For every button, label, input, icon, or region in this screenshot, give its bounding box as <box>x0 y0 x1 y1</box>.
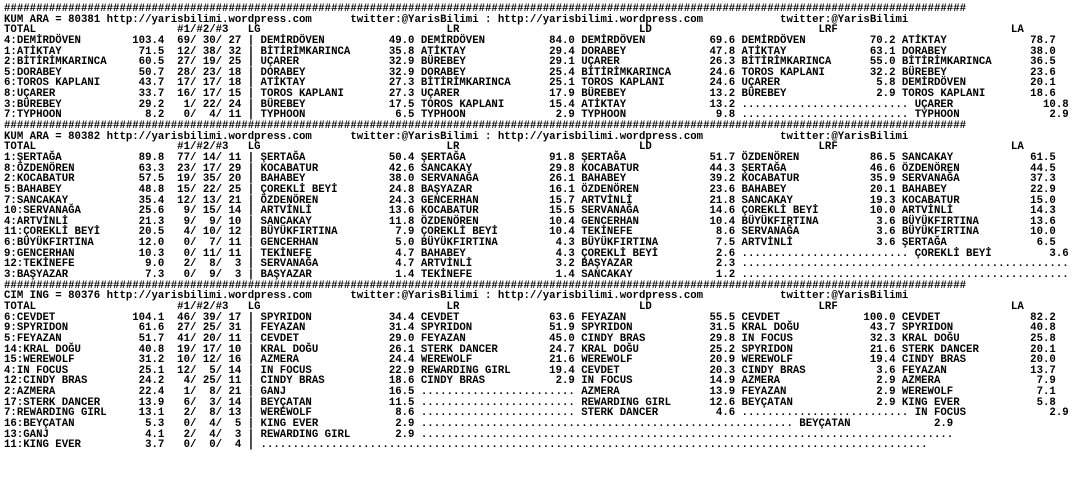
result-row: 11:ÇOREKLİ BEYİ 20.5 4/ 10/ 12 | BÜYÜKFIRTINA 7.9 ÇOREKLİ BEYİ 10.4 TEKİNEFE 8.6 SERVANAĞA 3.6 BÜYÜKFIRTINA 10.0 <box>4 226 1056 239</box>
result-row: 2:AZMERA 22.4 1/ 8/ 21 | GANJ 16.5 ........................ AZMERA 13.9 FEYAZAN 2.9 WEREWOLF 7.1 <box>4 386 1056 399</box>
result-row: 2:KOCABATUR 57.5 19/ 35/ 20 | BAHABEY 38.0 SERVANAĞA 26.1 BAHABEY 39.2 KOCABATUR 35.9 SERVANAĞA 37.3 <box>4 173 1056 186</box>
result-row: 14:KRAL DOĞU 40.8 19/ 17/ 10 | KRAL DOĞU 26.1 STERK DANCER 24.7 KRAL DOĞU 25.2 SPYRIDON 21.6 STERK DANCER 20.1 <box>4 343 1056 356</box>
result-row: 17:STERK DANCER 13.9 6/ 3/ 14 | BEYÇATAN 11.5 ........................ REWARDING GIRL 12.6 BEYÇATAN 2.9 KING EVER 5.8 <box>4 396 1056 409</box>
race-header-line: CIM ING = 80376 http://yarisbilimi.wordpress.com twitter:@YarisBilimi : http://yarisbilimi.wordpress.com twitter:@YarisBilimi <box>4 290 909 303</box>
result-row: 8:ÖZDENÖREN 63.3 23/ 17/ 29 | KOCABATUR 42.6 SANCAKAY 29.8 KOCABATUR 44.3 ŞERTAĞA 46.6 ÖZDENÖREN 44.5 <box>4 162 1056 175</box>
race-header-line: KUM ARA = 80381 http://yarisbilimi.wordpress.com twitter:@YarisBilimi : http://yarisbilimi.wordpress.com twitter:@YarisBilimi <box>4 13 909 26</box>
result-row: 5:FEYAZAN 51.7 41/ 20/ 11 | CEVDET 29.0 FEYAZAN 45.0 CINDY BRAS 29.8 IN FOCUS 32.3 KRAL DOĞU 25.8 <box>4 332 1056 345</box>
result-row: 15:WEREWOLF 31.2 10/ 12/ 16 | AZMERA 24.4 WEREWOLF 21.6 WEREWOLF 20.9 WEREWOLF 19.4 CINDY BRAS 20.0 <box>4 354 1056 367</box>
result-row: 13:GANJ 4.1 2/ 4/ 3 | REWARDING GIRL 2.9 ................................................................................... <box>4 428 954 441</box>
result-row: 6:CEVDET 104.1 46/ 39/ 17 | SPYRIDON 34.4 CEVDET 63.6 FEYAZAN 55.5 CEVDET 100.0 CEVDET 82.2 <box>4 311 1056 324</box>
result-row: 9:GENCERHAN 10.3 0/ 11/ 11 | TEKİNEFE 4.7 BAHABEY 4.3 ÇOREKLİ BEYİ 2.6 .......................... ÇOREKLİ BEYİ 3.6 <box>4 247 1069 260</box>
result-row: 3:BÜREBEY 29.2 1/ 22/ 24 | BÜREBEY 17.5 TOROS KAPLANI 15.4 ATİKTAY 13.2 .......................... UÇARER 10.8 <box>4 98 1069 111</box>
result-row: 9:SPYRIDON 61.6 27/ 25/ 31 | FEYAZAN 31.4 SPYRIDON 51.9 SPYRIDON 31.5 KRAL DOĞU 43.7 SPYRIDON 40.8 <box>4 322 1056 335</box>
result-row: 7:REWARDING GIRL 13.1 2/ 8/ 13 | WEREWOLF 8.6 ........................ STERK DANCER 4.6 .......................... IN FOCUS 2.9 <box>4 407 1069 420</box>
result-row: 10:SERVANAĞA 25.6 9/ 15/ 14 | ARTVİNLİ 13.6 KOCABATUR 15.5 SERVANAĞA 14.6 ÇOREKLİ BEYİ 10.0 ARTVİNLİ 14.3 <box>4 205 1056 218</box>
separator-line: ###################################################################################################################################################### <box>4 3 967 15</box>
result-row: 12:CINDY BRAS 24.2 4/ 25/ 11 | CINDY BRAS 18.6 CINDY BRAS 2.9 IN FOCUS 14.9 AZMERA 2.9 AZMERA 7.9 <box>4 375 1056 388</box>
result-row: 8:UÇARER 33.7 16/ 17/ 15 | TOROS KAPLANI 27.3 UÇARER 17.9 BÜREBEY 13.2 BÜREBEY 2.9 TOROS KAPLANI 18.6 <box>4 88 1056 101</box>
result-row: 5:BAHABEY 48.8 15/ 22/ 25 | ÇOREKLİ BEYİ 24.8 BAŞYAZAR 16.1 ÖZDENÖREN 23.6 BAHABEY 20.1 BAHABEY 22.9 <box>4 183 1056 196</box>
result-row: 4:DEMİRDÖVEN 103.4 69/ 30/ 27 | DEMİRDÖVEN 49.0 DEMİRDÖVEN 84.0 DEMİRDÖVEN 69.6 DEMİRDÖVEN 70.2 ATİKTAY 78.7 <box>4 34 1056 47</box>
result-row: 7:TYPHOON 8.2 0/ 4/ 11 | TYPHOON 6.5 TYPHOON 2.9 TYPHOON 9.8 .......................... TYPHOON 2.9 <box>4 109 1069 122</box>
result-row: 2:BİTİRİMKARINCA 60.5 27/ 19/ 25 | UÇARER 32.9 BÜREBEY 29.1 UÇARER 26.3 BİTİRİMKARINCA 55.0 BİTİRİMKARINCA 36.5 <box>4 56 1056 69</box>
result-row: 1:ATİKTAY 71.5 12/ 38/ 32 | BİTİRİMKARINCA 35.8 ATİKTAY 29.4 DORABEY 47.8 ATİKTAY 63.1 DORABEY 38.0 <box>4 45 1056 58</box>
result-row: 6:TOROS KAPLANI 43.7 17/ 17/ 18 | ATİKTAY 27.3 BİTİRİMKARINCA 25.1 TOROS KAPLANI 24.6 UÇARER 5.8 DEMİRDÖVEN 20.1 <box>4 77 1056 90</box>
result-row: 11:KING EVER 3.7 0/ 0/ 4 | ........................................................................................................ <box>4 439 928 452</box>
race-header-line: KUM ARA = 80382 http://yarisbilimi.wordpress.com twitter:@YarisBilimi : http://yarisbilimi.wordpress.com twitter:@YarisBilimi <box>4 130 909 143</box>
column-header-line: TOTAL #1/#2/#3 LG LR LD LRF LA <box>4 24 1024 37</box>
result-row: 3:BAŞYAZAR 7.3 0/ 9/ 3 | BAŞYAZAR 1.4 TEKİNEFE 1.4 SANCAKAY 1.2 ................................................... <box>4 269 1069 282</box>
result-row: 5:DORABEY 50.7 28/ 23/ 18 | DORABEY 32.9 DORABEY 25.4 BİTİRİMKARINCA 24.6 TOROS KAPLANI 32.2 BÜREBEY 23.6 <box>4 66 1056 79</box>
result-row: 7:SANCAKAY 35.4 12/ 13/ 21 | ÖZDENÖREN 24.3 GENCERHAN 15.7 ARTVİNLİ 21.8 SANCAKAY 19.3 KOCABATUR 15.0 <box>4 194 1056 207</box>
result-row: 1:ŞERTAĞA 89.8 77/ 14/ 11 | ŞERTAĞA 50.4 ŞERTAĞA 91.8 ŞERTAĞA 51.7 ÖZDENÖREN 86.5 SANCAKAY 61.5 <box>4 151 1056 164</box>
column-header-line: TOTAL #1/#2/#3 LG LR LD LRF LA <box>4 141 1024 154</box>
separator-line: ###################################################################################################################################################### <box>4 120 967 133</box>
separator-line: ###################################################################################################################################################### <box>4 279 967 292</box>
result-row: 4:IN FOCUS 25.1 12/ 5/ 14 | IN FOCUS 22.9 REWARDING GIRL 19.4 CEVDET 20.3 CINDY BRAS 3.6 FEYAZAN 13.7 <box>4 364 1056 377</box>
column-header-line: TOTAL #1/#2/#3 LG LR LD LRF LA <box>4 300 1024 313</box>
result-row: 6:BÜYÜKFIRTINA 12.0 0/ 7/ 11 | GENCERHAN 5.0 BÜYÜKFIRTINA 4.3 BÜYÜKFIRTINA 7.5 ARTVİNLİ 3.6 ŞERTAĞA 6.5 <box>4 237 1056 250</box>
result-row: 12:TEKİNEFE 9.0 2/ 8/ 3 | SERVANAĞA 4.7 ARTVİNLİ 3.2 BAŞYAZAR 2.3 ................................................... <box>4 258 1069 271</box>
result-row: 4:ARTVİNLİ 21.3 9/ 9/ 10 | SANCAKAY 11.8 ÖZDENÖREN 10.4 GENCERHAN 10.4 BÜYÜKFIRTINA 3.6 BÜYÜKFIRTINA 13.6 <box>4 215 1056 228</box>
result-row: 16:BEYÇATAN 5.3 0/ 4/ 5 | KING EVER 2.9 .......................................................... BEYÇATAN 2.9 <box>4 417 954 430</box>
